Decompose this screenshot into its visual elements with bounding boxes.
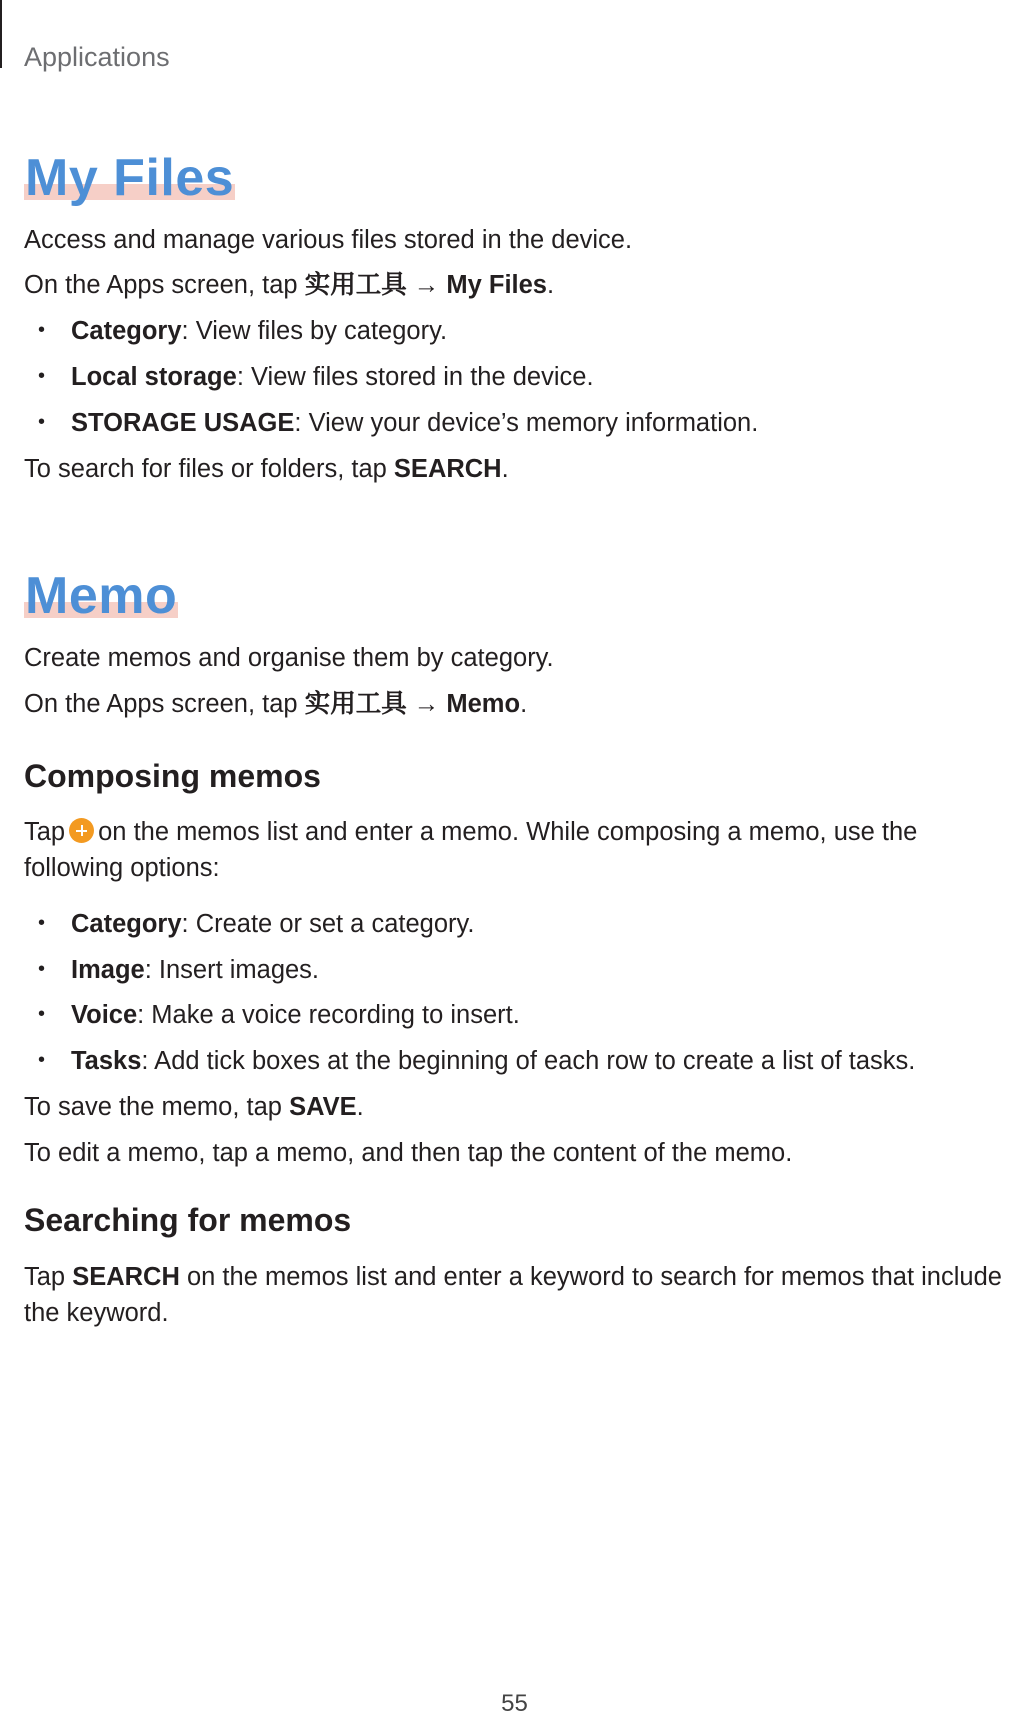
bullet-icon: • — [38, 1003, 46, 1025]
header-rule — [0, 0, 2, 68]
memo-intro: Create memos and organise them by category. — [24, 644, 554, 672]
section-title-my-files: My Files — [25, 149, 235, 207]
bullet-icon: • — [38, 912, 46, 934]
running-header: Applications — [24, 42, 170, 72]
bullet-icon: • — [38, 1049, 46, 1071]
composing-instructions: Tap on the memos list and enter a memo. While composing a memo, use the following options: — [24, 818, 918, 882]
bullet-icon: • — [38, 319, 46, 341]
my-files-intro: Access and manage various files stored in the device. — [24, 226, 633, 254]
save-instructions: To save the memo, tap SAVE. — [24, 1093, 364, 1121]
edit-instructions: To edit a memo, tap a memo, and then tap the content of the memo. — [24, 1139, 793, 1167]
my-files-search-text: To search for files or folders, tap SEARCH. — [24, 455, 509, 483]
subheading-composing-memos: Composing memos — [24, 758, 321, 794]
list-item: • STORAGE USAGE: View your device’s memory information. — [24, 405, 1015, 441]
section-title-memo: Memo — [25, 567, 178, 625]
searching-instructions: Tap SEARCH on the memos list and enter a keyword to search for memos that include the keyword. — [24, 1263, 1002, 1327]
list-item: • Tasks: Add tick boxes at the beginning of each row to create a list of tasks. — [24, 1043, 1015, 1079]
my-files-path: On the Apps screen, tap 实用工具 → My Files. — [24, 271, 555, 299]
bullet-icon: • — [38, 958, 46, 980]
page-number: 55 — [501, 1690, 528, 1717]
list-item: • Local storage: View files stored in the device. — [24, 359, 1015, 395]
list-item: • Category: View files by category. — [24, 313, 1015, 349]
bullet-icon: • — [38, 411, 46, 433]
plus-circle-icon — [69, 818, 94, 843]
list-item: • Image: Insert images. — [24, 952, 1015, 988]
memo-path: On the Apps screen, tap 实用工具 → Memo. — [24, 690, 528, 718]
subheading-searching-memos: Searching for memos — [24, 1202, 352, 1238]
list-item: • Category: Create or set a category. — [24, 906, 1015, 942]
bullet-icon: • — [38, 365, 46, 387]
list-item: • Voice: Make a voice recording to insert. — [24, 997, 1015, 1033]
